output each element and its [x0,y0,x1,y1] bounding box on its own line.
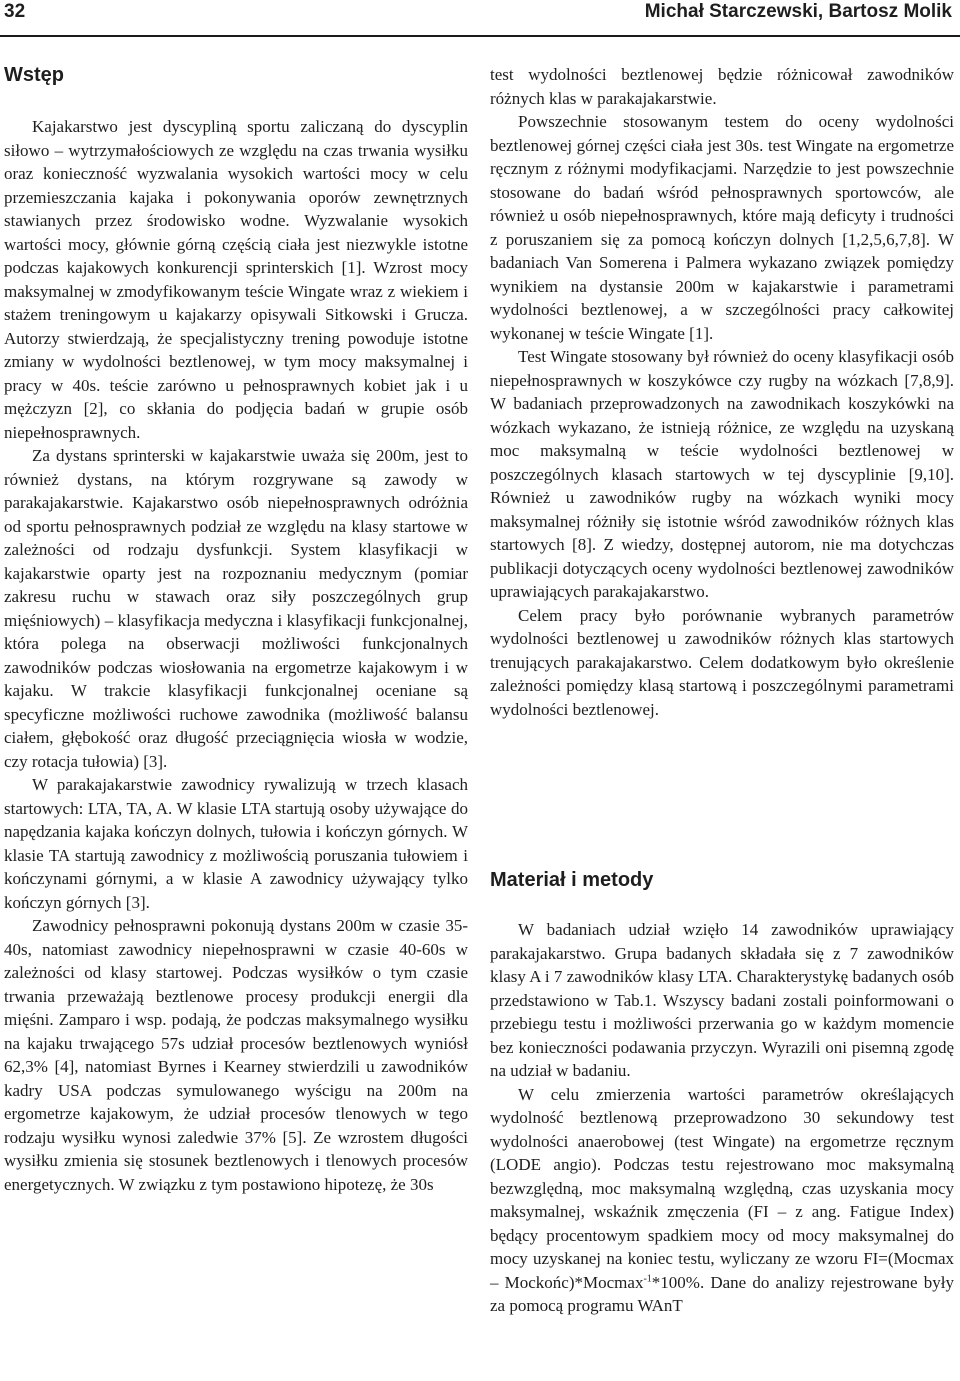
paragraph: Kajakarstwo jest dyscypliną sportu zaliczaną do dyscyplin siłowo – wytrzymałościowych ze względu na czas trwania wysiłku oraz konieczność wyzwalania wysokich wartości mocy w celu przemieszczania kajaka i pokonywania oporów zewnętrznych stawianych przez środowisko wodne. Wyzwalanie wysokich wartości mocy, głównie górną częścią ciała jest niezwykle istotne podczas kajakowych konkurencji sprinterskich [1]. Wzrost mocy maksymalnej w zmodyfikowanym teście Wingate wraz z wiekiem i stażem treningowym u kajakarzy opisywali Sitkowski i Grucza. Autorzy stwierdzają, że specjalistyczny trening powoduje istotne zmiany w wydolności beztlenowej, w tym mocy maksymalnej i pracy w 40s. teście zarówno u pełnosprawnych kobiet jak i u mężczyzn [2], co skłania do podjęcia badań w grupie osób niepełnosprawnych. [4,117,468,442]
paragraph-continued: test wydolności beztlenowej będzie różnicował zawodników różnych klas w parakajakarstwie. [490,65,954,108]
paragraph: Powszechnie stosowanym testem do oceny wydolności beztlenowej górnej części ciała jest 30s. test Wingate na ergometrze ręcznym z różnymi modyfikacjami. Narzędzie to jest powszechnie stosowane do badań wśród pełnosprawnych sportowców, ale również u osób niepełnosprawnych, które mają deficyty i trudności z poruszaniem się za pomocą kończyn dolnych [1,2,5,6,7,8]. W badaniach Van Somerena i Palmera wykazano związek pomiędzy wynikiem na dystansie 200m w kajakarstwie i parametrami wydolności beztlenowej, a w szczególności pracy całkowitej wykonanej w teście Wingate [1]. [490,112,954,343]
paragraph: Celem pracy było porównanie wybranych parametrów wydolności beztlenowej u zawodników różnych klas startowych trenujących parakajakarstwo. Celem dodatkowym było określenie zależności pomiędzy klasą startową i poszczególnymi parametrami wydolności beztlenowej. [490,605,954,719]
paragraph: W badaniach udział wzięło 14 zawodników uprawiający parakajakarstwo. Grupa badanych składała się z 7 zawodników klasy A i 7 zawodników klasy LTA. Charakterystykę badanych osób przedstawiono w Tab.1. Wszyscy badani zostali poinformowani o przebiegu testu i możliwości przerwania go w każdym momencie bez konieczności podawania przyczyn. Wyrazili oni pisemną zgodę na udział w badaniu. [490,920,954,1080]
running-header [0,0,960,38]
page-number: 32 [4,1,26,22]
left-column-text [4,115,468,1196]
paragraph-with-formula [490,1083,954,1318]
paragraph: Zawodnicy pełnosprawni pokonują dystans 200m w czasie 35-40s, natomiast zawodnicy niepełnosprawni w czasie 40-60s w zależności od klasy startowej. Podczas wysiłków o tym czasie trwania przeważają beztlenowe procesy produkcji energii dla mięśni. Zamparo i wsp. podają, że podczas maksymalnego wysiłku na kajaku trwającego 57s udział procesów beztlenowych wyniósł 62,3% [4], natomiast Byrnes i Kearney stwierdzili u zawodników kadry USA podczas symulowanego wyścigu na 200m na ergometrze kajakowym, że udział procesów tlenowych w tego rodzaju wysiłku wynosi zaledwie 37% [5]. Ze wzrostem długości wysiłku zmienia się stosunek beztlenowych i tlenowych procesów energetycznych. W związku z tym postawiono hipotezę, że 30s [4,916,468,1194]
formula-tail: *100%. Dane do analizy rejestrowane były za pomocą programu WAnT [490,1272,954,1315]
paragraph: W parakajakarstwie zawodnicy rywalizują w trzech klasach startowych: LTA, TA, A. W klasie LTA startują osoby używające do napędzania kajaka kończyn dolnych, tułowia i kończyn górnych. W klasie TA startują zawodnicy z możliwością poruszania tułowiem i kończynami górnymi, a w klasie A zawodnicy używający tylko kończyn górnych [3]. [4,775,468,912]
right-column-text-top [490,63,954,721]
section-heading-introduction: Wstęp [4,64,64,86]
paragraph: Test Wingate stosowany był również do oceny klasyfikacji osób niepełnosprawnych w koszykówce czy rugby na wózkach [7,8,9]. W badaniach przeprowadzonych na zawodnikach koszykówki na wózkach wykazano, że istnieją różnice, ze względu na uzyskaną moc maksymalną w teście wydolności beztlenowej w poszczególnych klasach startowych w tej dyscyplinie [9,10]. Również u zawodników rugby na wózkach wyniki mocy maksymalnej różniły się istotnie wśród zawodników różnych klas startowych [8]. Z wiedzy, dostępnej autorom, nie ma dotychczas publikacji dotyczących oceny wydolności beztlenowej zawodników uprawiających parakajakarstwo. [490,347,954,601]
formula-text: W celu zmierzenia wartości parametrów określających wydolność beztlenową przeprowadzono 30 sekundowy test wydolności anaerobowej (test Wingate) na ergometrze ręcznym (LODE angio). Podczas testu rejestrowano moc maksymalną bezwzględną, moc maksymalną względną, czas uzyskania mocy maksymalnej, wskaźnik zmęczenia (FI – z ang. Fatigue Index) będący procentowym spadkiem mocy od mocy maksymalnej do mocy uzyskanej na koniec testu, wyliczany ze wzoru FI=(Mocmax – Mockońc)*Mocmax [490,1084,954,1292]
section-heading-materials-methods: Materiał i metody [490,869,654,891]
formula-superscript: -1 [643,1272,652,1284]
running-head-authors: Michał Starczewski, Bartosz Molik [644,1,952,22]
right-column-text-bottom [490,918,954,1318]
header-rule [0,35,960,37]
paragraph: Za dystans sprinterski w kajakarstwie uważa się 200m, jest to również dystans, na którym rozgrywane są zawody w parakajakarstwie. Kajakarstwo osób niepełnosprawnych odróżnia od sportu pełnosprawnych podział ze względu na klasy startowe w zależności od rodzaju dysfunkcji. System klasyfikacji w kajakarstwie oparty jest na rozpoznaniu medycznym (pomiar zakresu ruchu w stawach oraz siły poszczególnych grup mięśniowych) – klasyfikacja medyczna i klasyfikacji funkcjonalnej, która polega na obserwacji możliwości funkcjonalnych zawodników podczas wiosłowania na ergometrze kajakowym i w kajaku. W trakcie klasyfikacji funkcjonalnej oceniane są specyficzne możliwości ruchowe zawodnika (możliwość balansu ciałem, głębokość oraz długość przeciągnięcia wiosła w wodzie, czy rotacja tułowia) [3]. [4,446,468,771]
